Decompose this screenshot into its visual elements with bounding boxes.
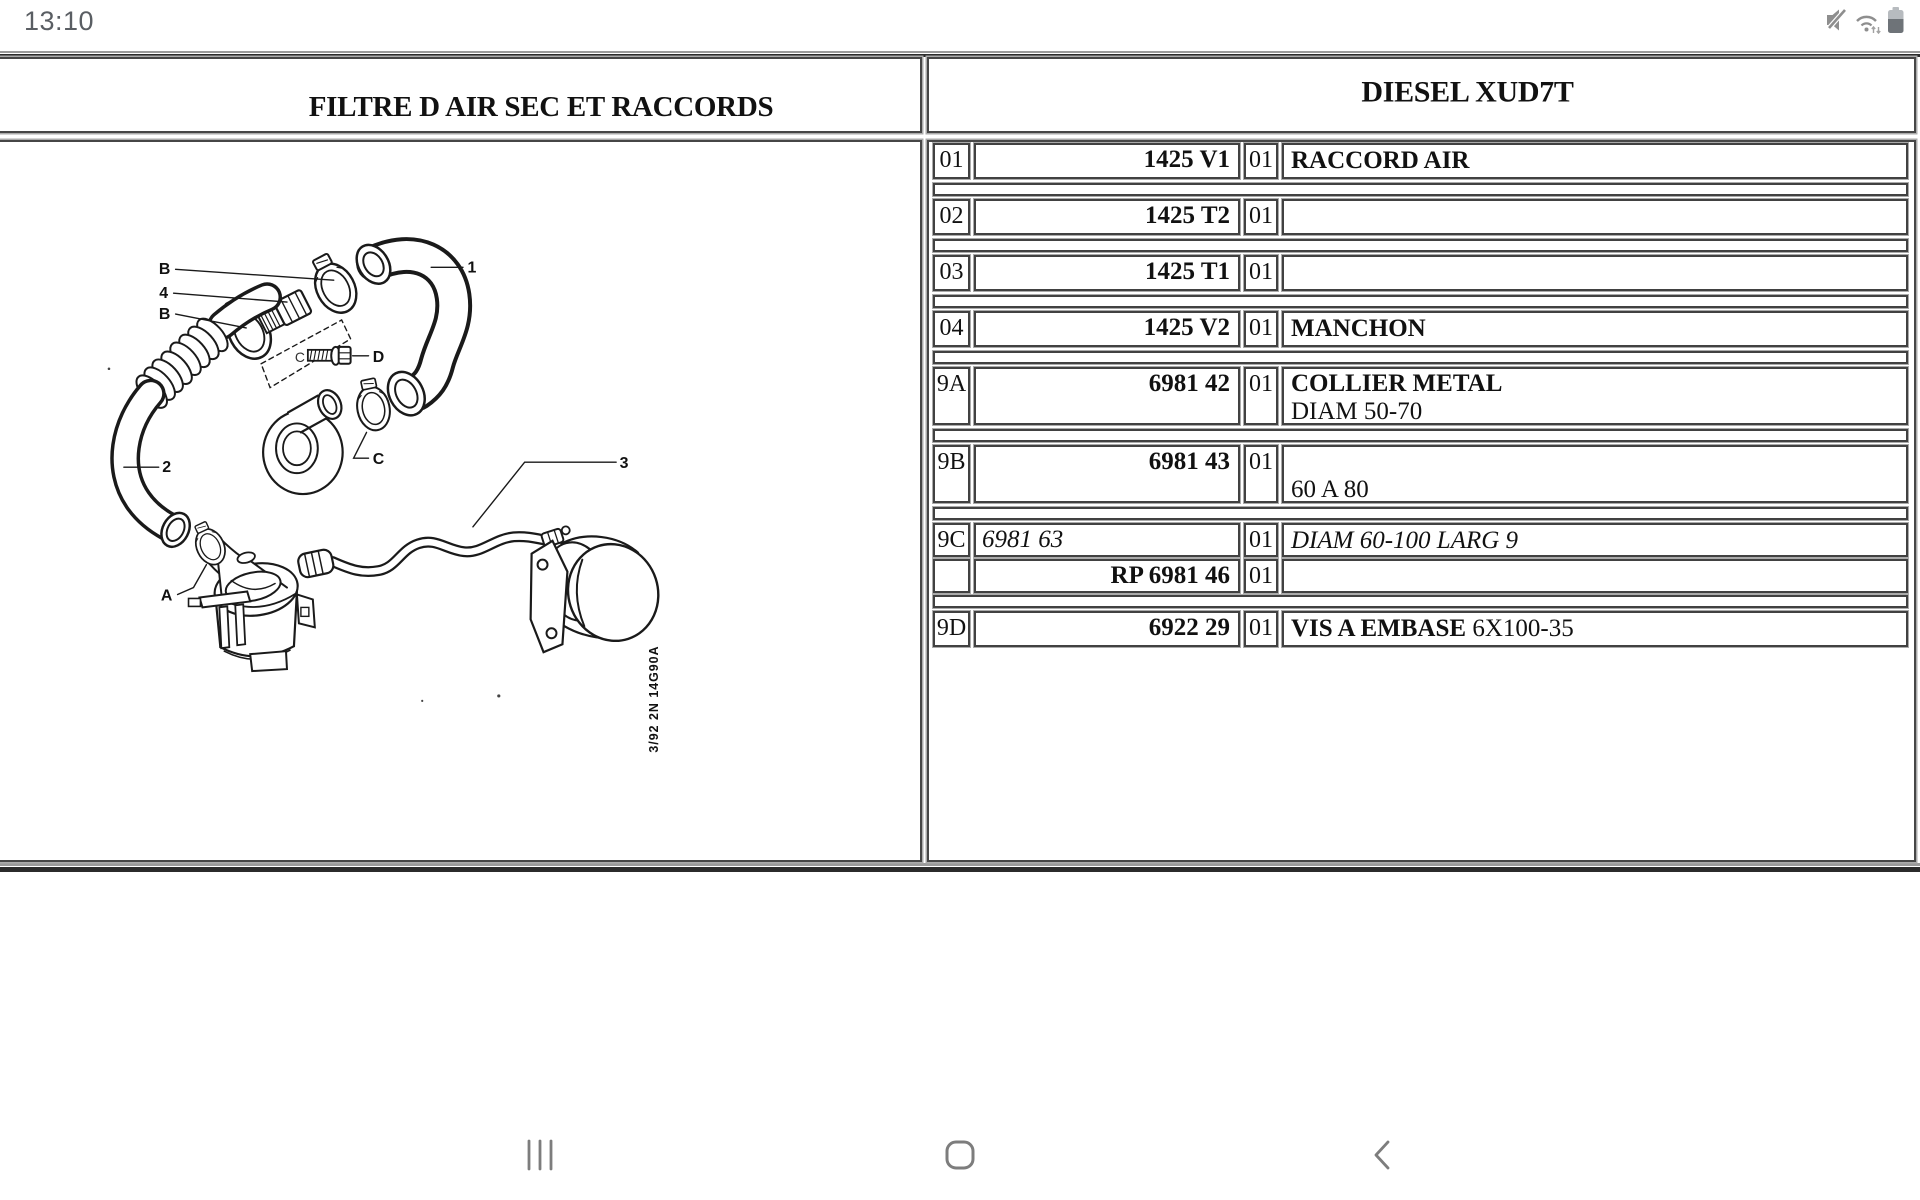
- left-panel-header: [0, 57, 922, 133]
- part-number-cell: 1425 V1: [974, 143, 1240, 179]
- qty-cell: 01: [1244, 559, 1278, 593]
- recents-icon: [522, 1137, 558, 1173]
- description-cell: [1282, 367, 1908, 425]
- part-number-cell: 6981 42: [974, 367, 1240, 425]
- label-2: 2: [162, 459, 172, 477]
- ref-cell: 02: [933, 199, 970, 235]
- description-cell: [1282, 445, 1908, 503]
- description-line: [1291, 447, 1900, 475]
- separator-row: [933, 295, 1908, 308]
- label-1: 1: [467, 259, 477, 277]
- label-c: C: [372, 451, 385, 469]
- status-clock: 13:10: [24, 6, 95, 36]
- table-row: [933, 255, 1908, 291]
- description-line: MANCHON: [1291, 315, 1426, 342]
- description-cell: [1282, 311, 1908, 347]
- table-row: [933, 367, 1908, 425]
- separator-row: [933, 183, 1908, 196]
- parts-table: [933, 143, 1908, 651]
- bottom-rule-light: [0, 863, 1920, 866]
- part-number-cell: 1425 T2: [974, 199, 1240, 235]
- part-number-cell: 6922 29: [974, 611, 1240, 647]
- table-row: [933, 611, 1908, 647]
- right-panel-title: DIESEL XUD7T: [1361, 75, 1574, 109]
- label-b-lower: B: [158, 306, 171, 324]
- label-c-small: C: [294, 348, 305, 365]
- clamp-b-upper: [303, 249, 365, 320]
- description-line: COLLIER METAL: [1291, 370, 1503, 397]
- elbow-c: [263, 386, 346, 494]
- muted-sound-icon: [1827, 10, 1845, 31]
- status-bar: [0, 0, 1920, 44]
- separator-row: [933, 351, 1908, 364]
- description-line: 60 A 80: [1291, 476, 1369, 503]
- separator-row: [933, 239, 1908, 252]
- ref-cell: 9D: [933, 611, 970, 647]
- back-button[interactable]: [1367, 1137, 1403, 1173]
- top-rule-light: [0, 51, 1920, 53]
- ref-cell: 9A: [933, 367, 970, 425]
- description-line: [1291, 561, 1900, 589]
- description-cell: [1282, 255, 1908, 291]
- qty-cell: 01: [1244, 143, 1278, 179]
- back-icon: [1367, 1137, 1403, 1173]
- table-row: [933, 523, 1908, 557]
- table-row: [933, 311, 1908, 347]
- ref-cell: 03: [933, 255, 970, 291]
- label-d: D: [372, 348, 385, 366]
- ref-cell: 9C: [933, 523, 970, 557]
- qty-cell: 01: [1244, 523, 1278, 557]
- left-panel-title: FILTRE D AIR SEC ET RACCORDS: [308, 91, 774, 123]
- qty-cell: 01: [1244, 311, 1278, 347]
- qty-cell: 01: [1244, 199, 1278, 235]
- ref-cell: 01: [933, 143, 970, 179]
- part-number-cell: 6981 63: [974, 523, 1240, 557]
- separator-row: [933, 507, 1908, 520]
- description-line: DIAM 60-100 LARG 9: [1291, 527, 1519, 554]
- parts-list-panel: [927, 140, 1916, 862]
- description-line: DIAM 50-70: [1291, 398, 1423, 425]
- wifi-icon: [1857, 17, 1880, 33]
- qty-cell: 01: [1244, 255, 1278, 291]
- part-number-cell: 6981 43: [974, 445, 1240, 503]
- qty-cell: 01: [1244, 367, 1278, 425]
- label-4: 4: [159, 285, 169, 303]
- table-row: [933, 559, 1908, 593]
- ref-cell: [933, 559, 970, 593]
- parts-diagram: [2, 142, 922, 860]
- part-number-cell: 1425 T1: [974, 255, 1240, 291]
- description-cell: [1282, 611, 1908, 647]
- table-row: [933, 199, 1908, 235]
- status-icon-group: [1824, 4, 1912, 38]
- qty-cell: 01: [1244, 611, 1278, 647]
- description-cell: [1282, 559, 1908, 593]
- part-number-cell: 1425 V2: [974, 311, 1240, 347]
- navigation-bar: [0, 1128, 1920, 1200]
- home-button[interactable]: [942, 1137, 978, 1173]
- table-row: [933, 143, 1908, 179]
- diagram-code: 3/92 2N 14G90A: [646, 645, 661, 753]
- label-a: A: [160, 587, 173, 605]
- description-line: [1291, 201, 1900, 229]
- separator-row: [933, 595, 1908, 608]
- qty-cell: 01: [1244, 445, 1278, 503]
- ref-cell: 9B: [933, 445, 970, 503]
- description-line: RACCORD AIR: [1291, 147, 1470, 174]
- ref-cell: 04: [933, 311, 970, 347]
- part-number-cell: RP 6981 46: [974, 559, 1240, 593]
- label-3: 3: [619, 455, 629, 473]
- recents-button[interactable]: [522, 1137, 558, 1173]
- battery-icon: [1888, 7, 1904, 33]
- label-b-upper: B: [158, 261, 171, 279]
- vacuum-pump: [531, 532, 671, 652]
- description-line: VIS A EMBASE 6X100-35: [1291, 615, 1574, 642]
- description-cell: [1282, 143, 1908, 179]
- description-cell: [1282, 199, 1908, 235]
- description-cell: [1282, 523, 1908, 557]
- bottom-rule-heavy: [0, 867, 1920, 872]
- separator-row: [933, 429, 1908, 442]
- bolt-d: [308, 347, 351, 365]
- description-line: [1291, 257, 1900, 285]
- right-panel-header: [927, 57, 1916, 133]
- home-icon: [942, 1137, 978, 1173]
- diagram-panel: [0, 140, 922, 862]
- table-row: [933, 445, 1908, 503]
